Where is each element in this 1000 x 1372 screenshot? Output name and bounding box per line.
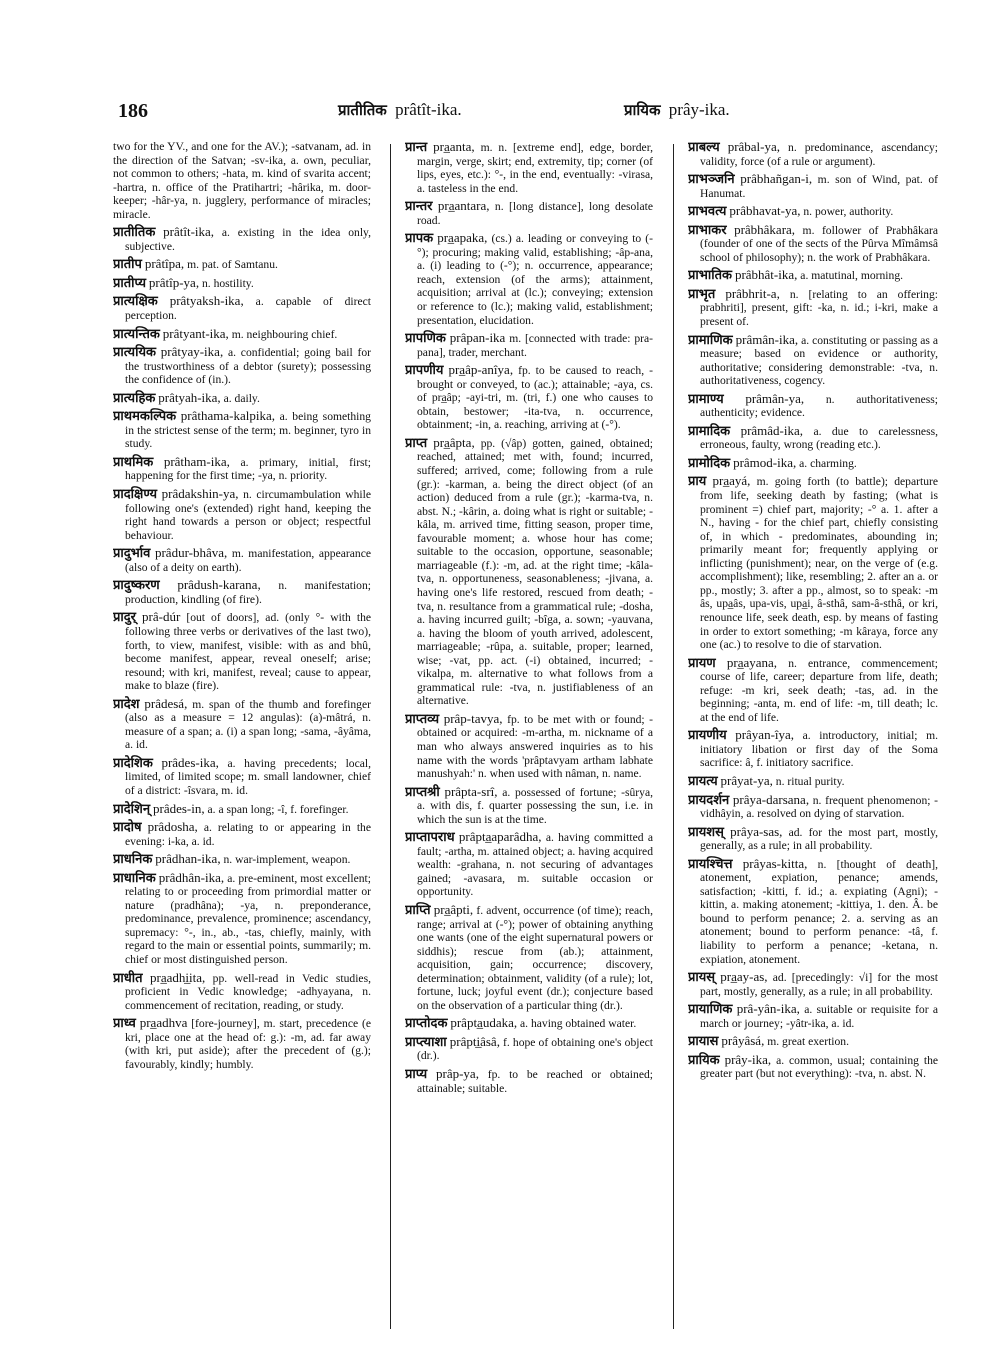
- headword-devanagari: प्रापणीय: [405, 363, 444, 379]
- headword-devanagari: प्रायण: [688, 655, 716, 671]
- headword-roman: prâbal-ya,: [727, 140, 781, 154]
- column-rule: [390, 144, 391, 1329]
- headword-roman: prâdesá,: [144, 695, 188, 711]
- dictionary-entry: [688, 287, 938, 329]
- definition-text: m. n. [extreme end], edge, border, margin, verge, skirt; end, extremity, tip; corner (of lips, eyes, etc.): °-, in the end, eventually: -virasa, a. tasteless in the end.: [417, 141, 653, 195]
- headword-roman: prâpti̲âsâ,: [449, 1033, 500, 1049]
- definition-text: m. son of Wind, pat. of Hanumat.: [700, 173, 938, 200]
- headword-devanagari: प्राय: [688, 474, 707, 490]
- headword-roman: prâbhavat-ya,: [729, 203, 801, 219]
- headword-roman: prâdhân-ika,: [158, 869, 225, 885]
- dictionary-entry: [688, 857, 938, 966]
- headword-roman: prâya-darsana,: [732, 791, 810, 807]
- headword-roman: prâpta-srî,: [444, 783, 498, 799]
- dictionary-entry: [113, 820, 371, 848]
- dictionary-entry: [113, 345, 371, 387]
- headword-devanagari: प्रायाणिक: [688, 1002, 733, 1018]
- dictionary-entry: [113, 610, 371, 692]
- right-running-head: [624, 100, 730, 120]
- dictionary-entry: [113, 487, 371, 542]
- definition-text: n. entrance, commencement; course of life, career; departure from life, death; refuge: -m kri, seek death; -tas, ad. in the beginning; -anta, m. end of life: -m, till death; lc. at the end of life.: [700, 656, 938, 724]
- headword-roman: prâdur-bhâva,: [154, 545, 228, 561]
- headword-devanagari: प्राभञ्जनि: [688, 172, 735, 188]
- headword-roman: prâmân-ya,: [745, 390, 805, 406]
- definition-text: m. manifestation, appearance (also of a deity on earth).: [125, 547, 371, 574]
- headword-roman: pra̲âpta,: [433, 434, 475, 450]
- headword-devanagari: प्रापणिक: [405, 331, 446, 347]
- headword-devanagari: प्राधनिक: [113, 852, 153, 868]
- definition-text: a. pre-eminent, most excellent; relating to or proceeding from primordial matter or nature (pradhâna); -ya, n. preponderance, predominance, prevalence, prominence; ascendancy, supremacy: °-, in., ab., -tas, chiefly, mainly, with regard to the main or essential points, summarily; m. chief or most distinguished person.: [125, 871, 371, 966]
- definition-text: ad. [precedingly: √i] for the most part, mostly, generally, as a rule; in all probability.: [700, 971, 938, 998]
- page-number: 186: [118, 100, 148, 122]
- dictionary-entry: [405, 1016, 653, 1031]
- definition-text: m. span of the thumb and forefinger (also as a measure = 12 angulas): (a)-mâtrá, n. measure of a span; a. (i) a span long; -sama, -âyâma, a. id.: [125, 697, 371, 752]
- dictionary-entry: [688, 793, 938, 821]
- column-3: [688, 140, 938, 1335]
- definition-text: n. frequent phenomenon; -vidhâyin, a. resolved on dying of starvation.: [700, 793, 938, 821]
- headword-roman: pra̲ay-as,: [720, 969, 768, 985]
- dictionary-entry: [688, 204, 938, 219]
- headword-roman: prâdosha,: [147, 819, 198, 835]
- headword-devanagari: प्रात्यन्तिक: [113, 326, 160, 342]
- dictionary-entry: [688, 474, 938, 651]
- headword-devanagari: प्रायश्चित्त: [688, 856, 733, 872]
- headword-devanagari: प्रादोष: [113, 820, 142, 836]
- definition-text: n. predominance, ascendancy; validity, force (of a rule or argument).: [700, 141, 938, 168]
- column-rule: [673, 144, 674, 1329]
- headword-roman: prâtyah-ika,: [158, 389, 221, 405]
- dictionary-entry: [688, 774, 938, 789]
- headword-devanagari: प्रायास: [688, 1034, 719, 1050]
- headword-devanagari: प्रादुर्: [113, 610, 136, 626]
- headword-devanagari: प्राभाकर: [688, 222, 727, 238]
- headword-roman: prâtît-ika,: [163, 224, 215, 240]
- dictionary-entry: [113, 455, 371, 483]
- headword-roman: pra̲ayá,: [712, 473, 751, 489]
- headword-devanagari: प्रायणीय: [688, 728, 727, 744]
- headword-roman: prâtyaksh-ika,: [169, 293, 244, 309]
- dictionary-entry: [405, 1067, 653, 1095]
- dictionary-entry: [113, 852, 371, 867]
- headword-devanagari: प्राप्त्याशा: [405, 1034, 447, 1050]
- dictionary-entry: [113, 578, 371, 606]
- definition-text: a. suitable or requisite for a march or journey; -yâtr-ika, a. id.: [700, 1003, 938, 1030]
- headword-devanagari: प्रात्यक्षिक: [113, 294, 158, 310]
- dictionary-entry: [113, 971, 371, 1013]
- definition-text: m. going forth (to battle); departure from life, seeking death by fasting; (what is prominent =) chief part, majority; -° a. 1. after a N., having - for the chief part, chiefly consisting of, in which - predominates, abounding in; primarily meant for; frequently applying or inflicting (punishment); near, on the verge of (e.g. accomplishment); like, resembling; 2. after an a. or pp., mostly; 3. after a pp., almost, so to speak: -m âs, upa̲âs, upa-vis, upa̲i, â-sthâ, sam-â-sthâ, or kri, renounce life, seek death, esp. by means of fasting in order to extort something; -m kâraya, force any one (ac.) to resolve to die of starvation.: [700, 475, 938, 652]
- headword-roman: prâ-yân-ika,: [736, 1001, 800, 1017]
- headword-roman: prâdakshin-ya,: [161, 486, 239, 502]
- definition-text: a. introductory, initial; m. initiatory libation or first day of the Soma sacrifice: â, f. initiatory sacrifice.: [700, 729, 938, 770]
- headword-roman: prâtham-ika,: [163, 453, 230, 469]
- definition-text: a. having obtained water.: [520, 1017, 637, 1031]
- headword-devanagari: प्राभृत: [688, 286, 716, 302]
- headword-devanagari: प्राप्तव्य: [405, 711, 440, 727]
- definition-text: a. existing in the idea only, subjective.: [125, 226, 371, 253]
- definition-text: m. pat. of Samtanu.: [187, 258, 278, 272]
- headword-devanagari: प्रामाणिक: [688, 332, 733, 348]
- definition-text: n. [relating to an offering: prabhriti], present, gift: -ka, n. id.; i-kri, make a present of.: [700, 287, 938, 329]
- column-2: [405, 140, 653, 1335]
- headword-roman: prâpta̲aparâdha,: [458, 829, 542, 845]
- headword-roman: prâbhañgan-i,: [740, 171, 813, 187]
- dictionary-entry: [113, 802, 371, 817]
- dictionary-entry: [113, 697, 371, 752]
- dictionary-entry: [113, 257, 371, 272]
- dictionary-entry: [688, 333, 938, 388]
- dictionary-entry: [688, 728, 938, 770]
- left-running-head-roman: prâtît-ika.: [395, 100, 462, 119]
- headword-devanagari: प्राथमिक: [113, 454, 154, 470]
- definition-text: m. neighbouring chief.: [231, 327, 338, 341]
- definition-text: pp. (√âp) gotten, gained, obtained; reached, attained; met with, found; incurred, suffered; arrived, come; following from a rule (gr.): -karman, a. being the direct object (of an action) deduced from a rule (gr.); -karma-tva, n. abst. N.; -kârin, a. doing what is right or suitable; -kâla, m. arrived time, fitting season, proper time, favourable moment; a. whose hour has come; suitable to the occasion, opportune, seasonable; marriageable (f.): -m, ad. at the right time; -kâla-tva, n. opportuneness, seasonableness; -jivana, a. having one's life restored, rescued from death; -tva, n. resultance from a grammatical rule; -dosha, a. having incurred guilt; -bîga, a. sown; -yauvana, a. having the bloom of youth arrived, adolescent, marriageable; -rûpa, a. suitable, proper; learned, wise; -vat, pp. act. (-i) obtained, incurred; -vikalpa, m. alternative to what follows from a grammatical rule: -tva, n. justifiableness of an alternative.: [417, 436, 653, 708]
- headword-devanagari: प्रादक्षिण्य: [113, 487, 158, 503]
- dictionary-entry: [405, 363, 653, 432]
- left-running-head: [338, 100, 462, 120]
- left-running-head-devanagari: प्रातीतिक: [338, 101, 387, 119]
- dictionary-entry: [405, 436, 653, 708]
- headword-devanagari: प्रामादिक: [688, 423, 731, 439]
- dictionary-entry: [113, 276, 371, 291]
- dictionary-entry: [688, 970, 938, 998]
- right-running-head-roman: prây-ika.: [668, 100, 730, 119]
- headword-roman: prâbhrit-a,: [725, 285, 780, 301]
- dictionary-entry: [113, 140, 371, 221]
- headword-roman: prâtîpa,: [144, 256, 185, 272]
- dictionary-entry: [113, 546, 371, 574]
- headword-devanagari: प्राथमकल्पिक: [113, 409, 177, 425]
- dictionary-entry: [405, 712, 653, 781]
- headword-devanagari: प्राप्ति: [405, 902, 431, 918]
- dictionary-entry: [113, 1016, 371, 1071]
- headword-devanagari: प्राभवत्य: [688, 204, 727, 220]
- headword-devanagari: प्रायत्य: [688, 773, 718, 789]
- headword-roman: prâbhât-ika,: [734, 267, 798, 283]
- dictionary-entry: [405, 199, 653, 227]
- headword-roman: prâp-tavya,: [443, 710, 503, 726]
- headword-roman: pra̲apaka,: [437, 230, 488, 246]
- definition-text: fp. to be met with or found; - obtained or acquired: -m-artha, m. nickname of a man who always answered inquiries as to his name with the words 'prâptavyam artham labhate manushyah:' n. when used with nâman, n. name.: [417, 712, 653, 781]
- definition-text: fp. to be reached or obtained; attainable; suitable.: [417, 1068, 653, 1095]
- headword-roman: prâdes-ika,: [161, 754, 219, 770]
- definition-text: a. possessed of fortune; -sûrya, a. with dis, f. quarter possessing the sun, i.e. in which the sun is at the time.: [417, 785, 653, 826]
- definition-text: f. hope of obtaining one's object (dr.).: [417, 1035, 653, 1063]
- dictionary-entry: [688, 392, 938, 420]
- headword-roman: prâmân-ika,: [735, 331, 799, 347]
- definition-text: n. [thought of death], atonement, expiation, penance; amends, satisfaction; -kitti, f. id.; a. expiating (Agni); -kittin, a. making atonement; -kittiya, 1. den. Â. be bound to perform penance; 2. a. serving as an atonement; bound to perform penance: -tâ, f. liability to perform a penance; -ketana, n. expiation, atonement.: [700, 857, 938, 966]
- headword-devanagari: प्राप्तश्री: [405, 784, 440, 800]
- headword-devanagari: प्रातीप्य: [113, 275, 146, 291]
- definition-text: a. relating to or appearing in the evening: i-ka, a. id.: [125, 821, 371, 848]
- dictionary-entry: [688, 1034, 938, 1049]
- headword-roman: prâbhâkara,: [734, 221, 796, 237]
- headword-roman: prâyan-îya,: [735, 727, 795, 743]
- headword-devanagari: प्राध्व: [113, 1016, 136, 1032]
- definition-text: a. being something in the strictest sense of the term; m. beginner, tyro in study.: [125, 410, 371, 451]
- definition-text: n. circumambulation while following one's (extended) right hand, keeping the right hand towards a person or object; respectful behaviour.: [125, 488, 371, 542]
- headword-roman: prâyat-ya,: [720, 772, 773, 788]
- headword-roman: prâmod-ika,: [733, 454, 797, 470]
- dictionary-entry: [405, 331, 653, 359]
- definition-text: (cs.) a. leading or conveying to (-°); procuring; making valid, establishing; -âp-ana, a. (i) leading to (-°); n. occurrence, appearance; reach, extension (of the arms); attainment, acquisition; arrival at (lc.); conveying; extension or reference to (lc.); making valid, establishment; presentation, elucidation.: [417, 232, 653, 327]
- headword-devanagari: प्राबल्य: [688, 140, 720, 155]
- definition-text: m. [connected with trade: pra-pana], trader, merchant.: [417, 332, 653, 359]
- dictionary-entry: [688, 424, 938, 452]
- dictionary-entry: [405, 140, 653, 195]
- headword-devanagari: प्राधानिक: [113, 870, 156, 886]
- dictionary-entry: [688, 172, 938, 200]
- headword-roman: pra̲âp-anîya,: [448, 362, 514, 378]
- headword-devanagari: प्रायस्: [688, 970, 716, 986]
- dictionary-entry: [113, 391, 371, 406]
- headword-devanagari: प्रादेशिन्: [113, 801, 151, 817]
- definition-text: n. hostility.: [201, 276, 254, 290]
- right-running-head-devanagari: प्रायिक: [624, 101, 661, 119]
- headword-roman: prâtîp-ya,: [148, 274, 200, 290]
- headword-roman: pra̲adhva: [139, 1015, 188, 1031]
- definition-text: a. confidential; going bail for the trustworthiness of a debtor (surety); possessing the confidence of (in.).: [125, 346, 371, 387]
- dictionary-entry: [405, 1035, 653, 1063]
- headword-devanagari: प्रान्त: [405, 140, 428, 155]
- definition-text: n. ritual purity.: [775, 774, 845, 788]
- headword-roman: prâya-sas,: [730, 823, 783, 839]
- dictionary-entry: [113, 294, 371, 322]
- dictionary-entry: [405, 830, 653, 899]
- headword-devanagari: प्रादुष्करण: [113, 578, 160, 594]
- definition-text: a. due to carelessness, erroneous, faulty, wrong (reading etc.).: [700, 424, 938, 452]
- definition-text: f. advent, occurrence (of time); reach, range; arrival at (-°); power of obtaining anything one wants (one of the eight supernatural powers or siddhis); rescue from (ab.); attainment, acquisition, gain; occurrence; discovery, determination; obtainment, validity (of a rule); lot, fortune, luck; joyful event (dr.); conjecture based on the observation of a particular thing (dr.).: [417, 903, 653, 1012]
- definition-text: a. daily.: [223, 391, 260, 405]
- headword-roman: prâtyay-ika,: [160, 344, 224, 360]
- headword-roman: prây-ika,: [724, 1051, 772, 1067]
- headword-devanagari: प्रामोदिक: [688, 455, 731, 471]
- dictionary-entry: [405, 785, 653, 827]
- dictionary-entry: [688, 825, 938, 853]
- definition-text: ad. for the most part, mostly, generally, as a rule; in all probability.: [700, 825, 938, 853]
- dictionary-entry: [688, 1053, 938, 1081]
- definition-text: a. capable of direct perception.: [125, 295, 371, 323]
- headword-roman: prâ-dúr: [142, 609, 181, 625]
- definition-text: [out of doors], ad. (only °- with the following three verbs or derivatives of the last two), forth, to view, manifest, visible: with as and bhû, become manifest, appear, reveal oneself; arise; resound; with kri, manifest, reveal; cause to appear, make to blaze (fire).: [125, 611, 371, 693]
- headword-roman: prâthama-kalpika,: [180, 408, 275, 424]
- dictionary-entry: [688, 223, 938, 265]
- headword-roman: prâp-ya,: [436, 1066, 479, 1081]
- headword-roman: prâyas-kitta,: [742, 855, 808, 871]
- definition-text: n. power, authority.: [803, 205, 894, 219]
- headword-roman: prâtyant-ika,: [162, 325, 229, 341]
- definition-text: pp. well-read in Vedic studies, proficient in Vedic knowledge; -adhyayana, n. commencement of recitation, reading, or study.: [125, 971, 371, 1012]
- definition-text: n. manifestation; production, kindling (of fire).: [125, 579, 371, 606]
- column-1: [113, 140, 371, 1335]
- dictionary-entry: [688, 140, 938, 168]
- headword-devanagari: प्राप्य: [405, 1067, 428, 1082]
- headword-roman: pra̲adhi̲ita,: [149, 969, 206, 985]
- headword-devanagari: प्रामाण्य: [688, 391, 724, 407]
- definition-text: [fore-journey], m. start, precedence (e kri, place one at the head of: g.): -m, ad. far away (with kri, put aside); after the precedent of (g.); favourably, kindly; humbly.: [125, 1017, 371, 1071]
- headword-devanagari: प्रातीप: [113, 257, 142, 273]
- headword-devanagari: प्रात्यहिक: [113, 390, 156, 406]
- headword-devanagari: प्रायदर्शन: [688, 792, 730, 808]
- headword-roman: prâdhan-ika,: [155, 851, 221, 867]
- dictionary-entry: [405, 231, 653, 327]
- headword-devanagari: प्रातीतिक: [113, 225, 156, 241]
- definition-text: a. primary, initial, first; happening for the first time; -ya, n. priority.: [125, 455, 371, 483]
- headword-roman: pra̲âpti,: [433, 901, 474, 917]
- headword-roman: prâdush-karana,: [177, 577, 261, 593]
- dictionary-entry: [113, 225, 371, 253]
- dictionary-entry: [113, 409, 371, 451]
- headword-devanagari: प्रादुर्भाव: [113, 546, 151, 562]
- dictionary-entry: [688, 268, 938, 283]
- definition-text: n. war-implement, weapon.: [223, 853, 351, 867]
- headword-devanagari: प्राप्तोदक: [405, 1016, 448, 1032]
- headword-devanagari: प्रान्तर: [405, 199, 433, 215]
- headword-devanagari: प्रायिक: [688, 1052, 720, 1068]
- dictionary-entry: [113, 871, 371, 967]
- dictionary-entry: [113, 756, 371, 798]
- definition-text: a. charming.: [799, 456, 857, 470]
- dictionary-entry: [688, 456, 938, 471]
- definition-text: a. having precedents; local, limited, of limited scope; m. small landowner, chief of a district: -îsvara, m. id.: [125, 756, 371, 797]
- headword-roman: prâyâsá,: [721, 1033, 765, 1049]
- headword-devanagari: प्राप्तापराध: [405, 830, 455, 846]
- definition-text: fp. to be caused to reach, - brought or conveyed, to (ac.); attainable; -aya, cs. of pra̲âp; -ayi-tri, m. (tri, f.) one who causes to obtain, bestower; -ita-tva, n. occurrence, obtainment; -in, a. reaching, arriving at (-°).: [417, 364, 653, 432]
- definition-text: n. authoritativeness; authenticity; evidence.: [700, 392, 938, 420]
- headword-roman: pra̲anta,: [433, 140, 475, 154]
- definition-text: m. follower of Prabhâkara (founder of one of the sects of the Pûrva Mîmâmsâ school of philosophy); n. the work of Prabhâkara.: [700, 223, 938, 264]
- headword-devanagari: प्रापक: [405, 231, 434, 247]
- headword-roman: pra̲ayana,: [726, 654, 778, 670]
- headword-devanagari: प्रात्ययिक: [113, 345, 156, 361]
- headword-roman: prâmâd-ika,: [740, 422, 804, 438]
- dictionary-entry: [688, 1002, 938, 1030]
- definition-text: two for the YV., and one for the AV.); -satvanam, ad. in the direction of the Satvan; -sv-ika, a. own, peculiar, not common to others; -hata, m. kind of svarita accent; -hartra, n. office of the Pratihartri; -hârika, m. door-keeper; -hâr-ya, n. jugglery, performance of miracles; miracle.: [113, 140, 371, 221]
- headword-devanagari: प्रादेश: [113, 696, 140, 712]
- dictionary-columns: [113, 140, 938, 1335]
- definition-text: m. great exertion.: [767, 1035, 850, 1049]
- dictionary-entry: [688, 656, 938, 725]
- headword-devanagari: प्रायशस्: [688, 824, 724, 840]
- dictionary-entry: [113, 327, 371, 342]
- definition-text: a. common, usual; containing the greater part (but not everything): -tva, n. abst. N.: [700, 1053, 938, 1081]
- dictionary-entry: [405, 903, 653, 1012]
- headword-roman: prâdes-in,: [153, 800, 205, 816]
- page-header: [118, 100, 908, 128]
- headword-devanagari: प्राप्त: [405, 435, 428, 451]
- definition-text: a. having committed a fault; -artha, m. attained object; a. having acquired wealth: -grahana, n. not securing of advantages gained; -avasara, m. suitable occasion or opportunity.: [417, 831, 653, 899]
- headword-devanagari: प्राधीत: [113, 970, 143, 986]
- definition-text: n. [long distance], long desolate road.: [417, 200, 653, 227]
- definition-text: a. matutinal, morning.: [800, 269, 904, 283]
- headword-roman: prâpan-ika: [449, 330, 506, 346]
- headword-roman: prâpta̲udaka,: [450, 1015, 518, 1031]
- headword-devanagari: प्राभातिक: [688, 268, 733, 284]
- headword-devanagari: प्रादेशिक: [113, 755, 153, 771]
- definition-text: a. a span long; -î, f. forefinger.: [207, 802, 349, 816]
- definition-text: a. constituting or passing as a measure; based on evidence or authority, authoritative; considering demonstrable: -tva, n. authoritativeness, cogency.: [700, 333, 938, 388]
- headword-roman: pra̲antara,: [437, 198, 490, 214]
